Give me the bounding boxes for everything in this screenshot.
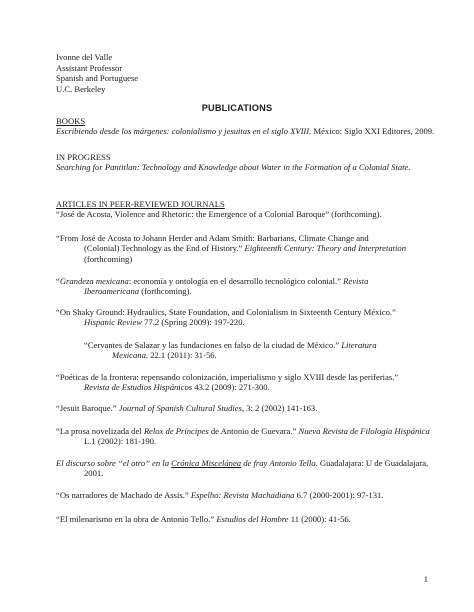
article-text: 43.2 (2009): 271-300. [192,382,270,393]
journal-title: Estudios del Hombre [216,514,289,524]
books-heading: BOOKS [56,116,86,126]
journal-title: Mexicana [112,350,146,361]
article-line [56,382,428,392]
article-entry-3 [56,276,428,297]
article-text: Guadalajara: U de Guadalajara, [317,458,429,468]
article-line: “On Shaky Ground: Hydraulics, State Foundation, and Colonialism in Sixteenth Century México.” [56,307,396,317]
journal-title: Hispanic Review [84,317,142,328]
article-line [56,243,428,253]
journal-title: Revista [343,276,369,286]
article-text: “Os narradores de Machado de Assis.” [56,490,191,500]
article-entry-9 [56,458,428,479]
article-entry-1 [56,209,428,219]
in-progress-heading: IN PROGRESS [56,152,111,162]
journal-title: Literatura [341,340,377,350]
journal-title: Iberoamericana [84,286,140,297]
article-text: (forthcoming). [139,286,192,297]
article-line [56,426,428,436]
article-line: (forthcoming) [84,253,133,264]
book-title: Escribiendo desde los márgenes: colonialismo y jesuitas en el siglo XVIII. [56,126,312,137]
books-section [56,116,435,137]
article-line: L.1 (2002): 181-190. [84,436,157,447]
article-text: . 22.1 (2011): 31-56. [145,350,217,361]
page-title: PUBLICATIONS [201,103,273,113]
book-entry [56,126,435,137]
article-line: 2001. [84,468,104,479]
article-text: : economía y ontología en el desarrollo tecnológico colonial.” [128,276,344,286]
article-text: “ [56,276,60,286]
journal-title: Nueva Revista de Filología Hispánica [298,426,430,436]
in-progress-section [56,152,428,173]
article-text: 6.7 (2000-2001): 97-131. [294,490,384,500]
article-line: “Poéticas de la frontera: repensando colonización, imperialismo y siglo XVIII desde las periferias.” [56,372,399,382]
article-line [56,403,428,413]
journal-title: Revista de Estudios Hispánicos [84,382,193,393]
work-title: Grandeza mexicana [59,276,129,286]
article-line [84,340,428,350]
articles-heading-wrap [56,199,428,209]
work-title: Relox de Príncipes [143,426,209,436]
journal-title: Journal of Spanish Cultural Studies [118,403,242,413]
article-entry-8 [56,426,428,447]
page-number: 1 [423,574,428,584]
work-title: Crónica Miscelánea [171,458,242,468]
author-position: Assistant Professor [56,62,123,73]
article-line [56,490,428,500]
article-entry-10 [56,490,428,500]
article-line [56,317,428,327]
article-text: “Cervantes de Salazar y las fundaciones en falso de la ciudad de México.” [84,340,342,350]
book-title: de fray Antonio Tello. [241,458,318,468]
article-entry-4 [56,307,428,328]
article-text: “La prosa novelizada del [56,426,144,436]
book-title: El discurso sobre “el otro” en la [56,458,172,468]
article-text: “José de Acosta, Violence and Rhetoric: the Emergence of a Colonial Baroque” (forthcoming). [56,209,382,219]
article-line [56,458,428,468]
author-header [56,52,138,94]
article-text: “El milenarismo en la obra de Antonio Tello.” [56,514,217,524]
book-publisher: México: Siglo XXI Editores, 2009. [311,126,435,137]
article-entry-5 [84,340,428,361]
author-institution: U.C. Berkeley [56,83,106,94]
article-entry-6 [56,372,428,393]
in-progress-entry [56,162,428,172]
author-department: Spanish and Portuguese [56,73,139,84]
journal-title: Espelho: Revista Machadiana [190,490,295,500]
in-progress-title: Searching for Pantitlan: Technology and Knowledge about Water in the Formation of a Colonial State. [56,162,411,173]
article-line [56,514,428,524]
article-entry-7 [56,403,428,413]
article-line: “From José de Acosta to Johann Herder and Adam Smith: Barbarians, Climate Change and [56,233,369,243]
article-line [56,286,428,296]
article-text: (Colonial) Technology as the End of History.” [84,243,245,254]
article-entry-11 [56,514,428,524]
journal-title: Eighteenth Century: Theory and Interpretation [244,243,407,254]
article-line [84,350,428,360]
article-text: “Jesuit Baroque.” [56,403,119,413]
article-text: , 3: 2 (2002) 141-163. [241,403,318,413]
article-line [56,276,428,286]
article-text: 11 (2000): 41-56. [288,514,351,524]
author-name: Ivonne del Valle [56,52,113,62]
article-entry-2 [56,233,428,264]
article-text: de Antonio de Guevara.” [208,426,299,436]
article-text: 77.2 (Spring 2009): 197-220. [142,317,245,328]
articles-heading: ARTICLES IN PEER-REVIEWED JOURNALS [56,199,225,209]
